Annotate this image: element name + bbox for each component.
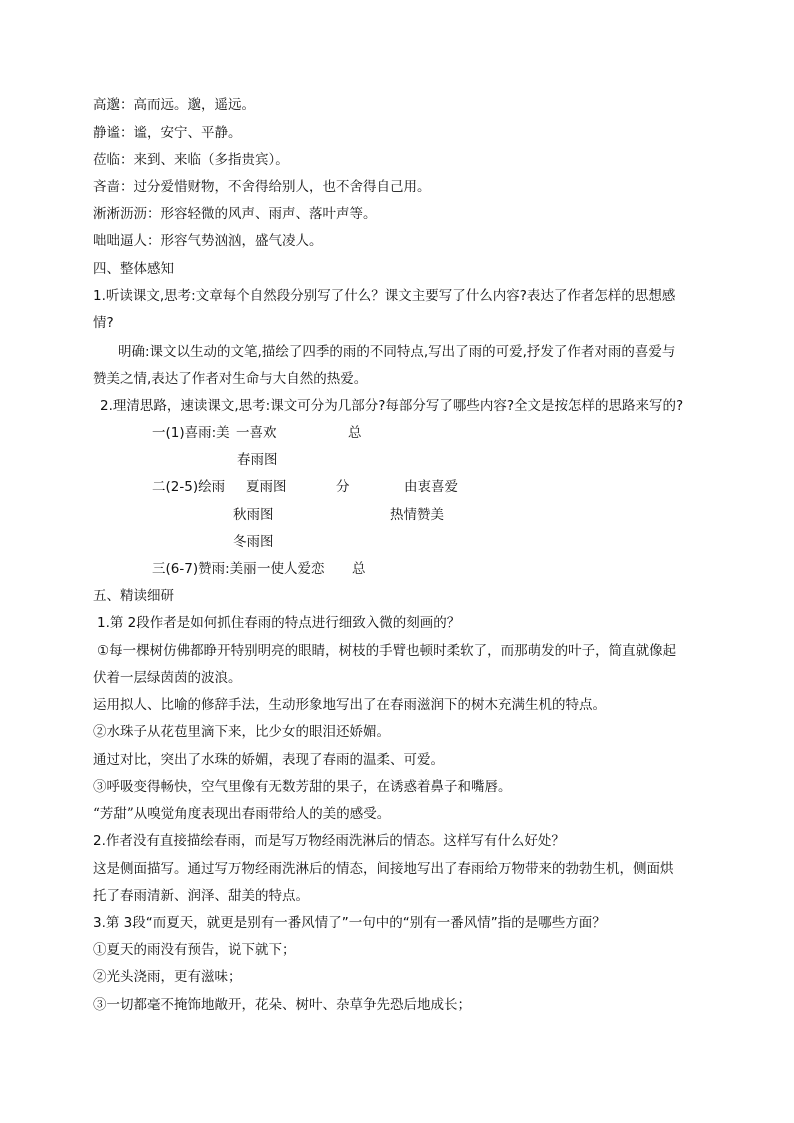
outline-part2: 二(2-5)绘雨 [152, 479, 226, 495]
section-heading: 四、整体感知 [93, 261, 174, 277]
quote: ②水珠子从花苞里滴下来，比少女的眼泪还娇媚。 [93, 724, 390, 740]
question: 1.听读课文,思考:文章每个自然段分别写了什么？课文主要写了什么内容?表达了作者怎样的思想感 [93, 288, 676, 304]
section-heading: 五、精读细研 [93, 588, 174, 604]
vocab-item: 高邈：高而远。邈，遥远。 [93, 97, 255, 113]
explanation: “芳甜”从嗅觉角度表现出春雨带给人的美的感受。 [93, 806, 391, 822]
outline-fen: 分 [336, 479, 350, 495]
vocab-item: 淅淅沥沥：形容轻微的风声、雨声、落叶声等。 [93, 206, 377, 222]
outline-feeling: 由衷喜爱 [404, 479, 458, 495]
quote: ①每一棵树仿佛都睁开特别明亮的眼睛，树枝的手臂也顿时柔软了，而那萌发的叶子，简直就像起 [97, 643, 677, 659]
answer: 明确:课文以生动的文笔,描绘了四季的雨的不同特点,写出了雨的可爱,抒发了作者对雨的喜爱与 [118, 344, 676, 360]
quote: ③呼吸变得畅快，空气里像有无数芳甜的果子，在诱惑着鼻子和嘴唇。 [93, 779, 512, 795]
outline-total: 总 [348, 425, 362, 441]
list-item: ①夏天的雨没有预告，说下就下； [93, 942, 296, 958]
outline-part3-feeling: 一使人爱恋 [257, 561, 325, 577]
answer: 托了春雨清新、润泽、甜美的特点。 [93, 888, 309, 904]
question: 2.理清思路，速读课文,思考:课文可分为几部分?每部分写了哪些内容?全文是按怎样的思路来写的? [100, 398, 684, 414]
outline-feeling: 热情赞美 [390, 507, 444, 523]
list-item: ②光头浇雨，更有滋味； [93, 969, 242, 985]
answer: 赞美之情,表达了作者对生命与大自然的热爱。 [93, 371, 368, 387]
outline-summer: 夏雨图 [246, 479, 287, 495]
outline-part3: 三(6-7)赞雨:美丽 [152, 561, 257, 577]
question: 2.作者没有直接描绘春雨，而是写万物经雨洗淋后的情态。这样写有什么好处？ [93, 833, 565, 849]
explanation: 运用拟人、比喻的修辞手法，生动形象地写出了在春雨滋润下的树木充满生机的特点。 [93, 697, 606, 713]
vocab-item: 静谧：谧，安宁、平静。 [93, 125, 242, 141]
answer: 这是侧面描写。通过写万物经雨洗淋后的情态，间接地写出了春雨给万物带来的勃勃生机，侧面烘 [93, 861, 674, 877]
quote: 伏着一层绿茵茵的波浪。 [93, 670, 242, 686]
list-item: ③一切都毫不掩饰地敞开，花朵、树叶、杂草争先恐后地成长； [93, 997, 471, 1013]
outline-part1: 一(1)喜雨:美 [152, 425, 230, 441]
question: 3.第 3段“而夏天，就更是别有一番风情了”一句中的“别有一番风情”指的是哪些方面？ [93, 915, 606, 931]
outline-autumn: 秋雨图 [233, 507, 274, 523]
vocab-item: 莅临：来到、来临（多指贵宾）。 [93, 152, 289, 168]
outline-part1-feeling: 一喜欢 [236, 425, 277, 441]
explanation: 通过对比，突出了水珠的娇媚，表现了春雨的温柔、可爱。 [93, 752, 444, 768]
question: 1.第 2段作者是如何抓住春雨的特点进行细致入微的刻画的？ [97, 615, 461, 631]
vocab-item: 咄咄逼人：形容气势汹汹，盛气凌人。 [93, 233, 323, 249]
question: 情? [93, 315, 114, 331]
vocab-item: 吝啬：过分爱惜财物，不舍得给别人，也不舍得自己用。 [93, 179, 431, 195]
outline-spring: 春雨图 [237, 452, 278, 468]
outline-total: 总 [352, 561, 366, 577]
outline-winter: 冬雨图 [233, 534, 274, 550]
